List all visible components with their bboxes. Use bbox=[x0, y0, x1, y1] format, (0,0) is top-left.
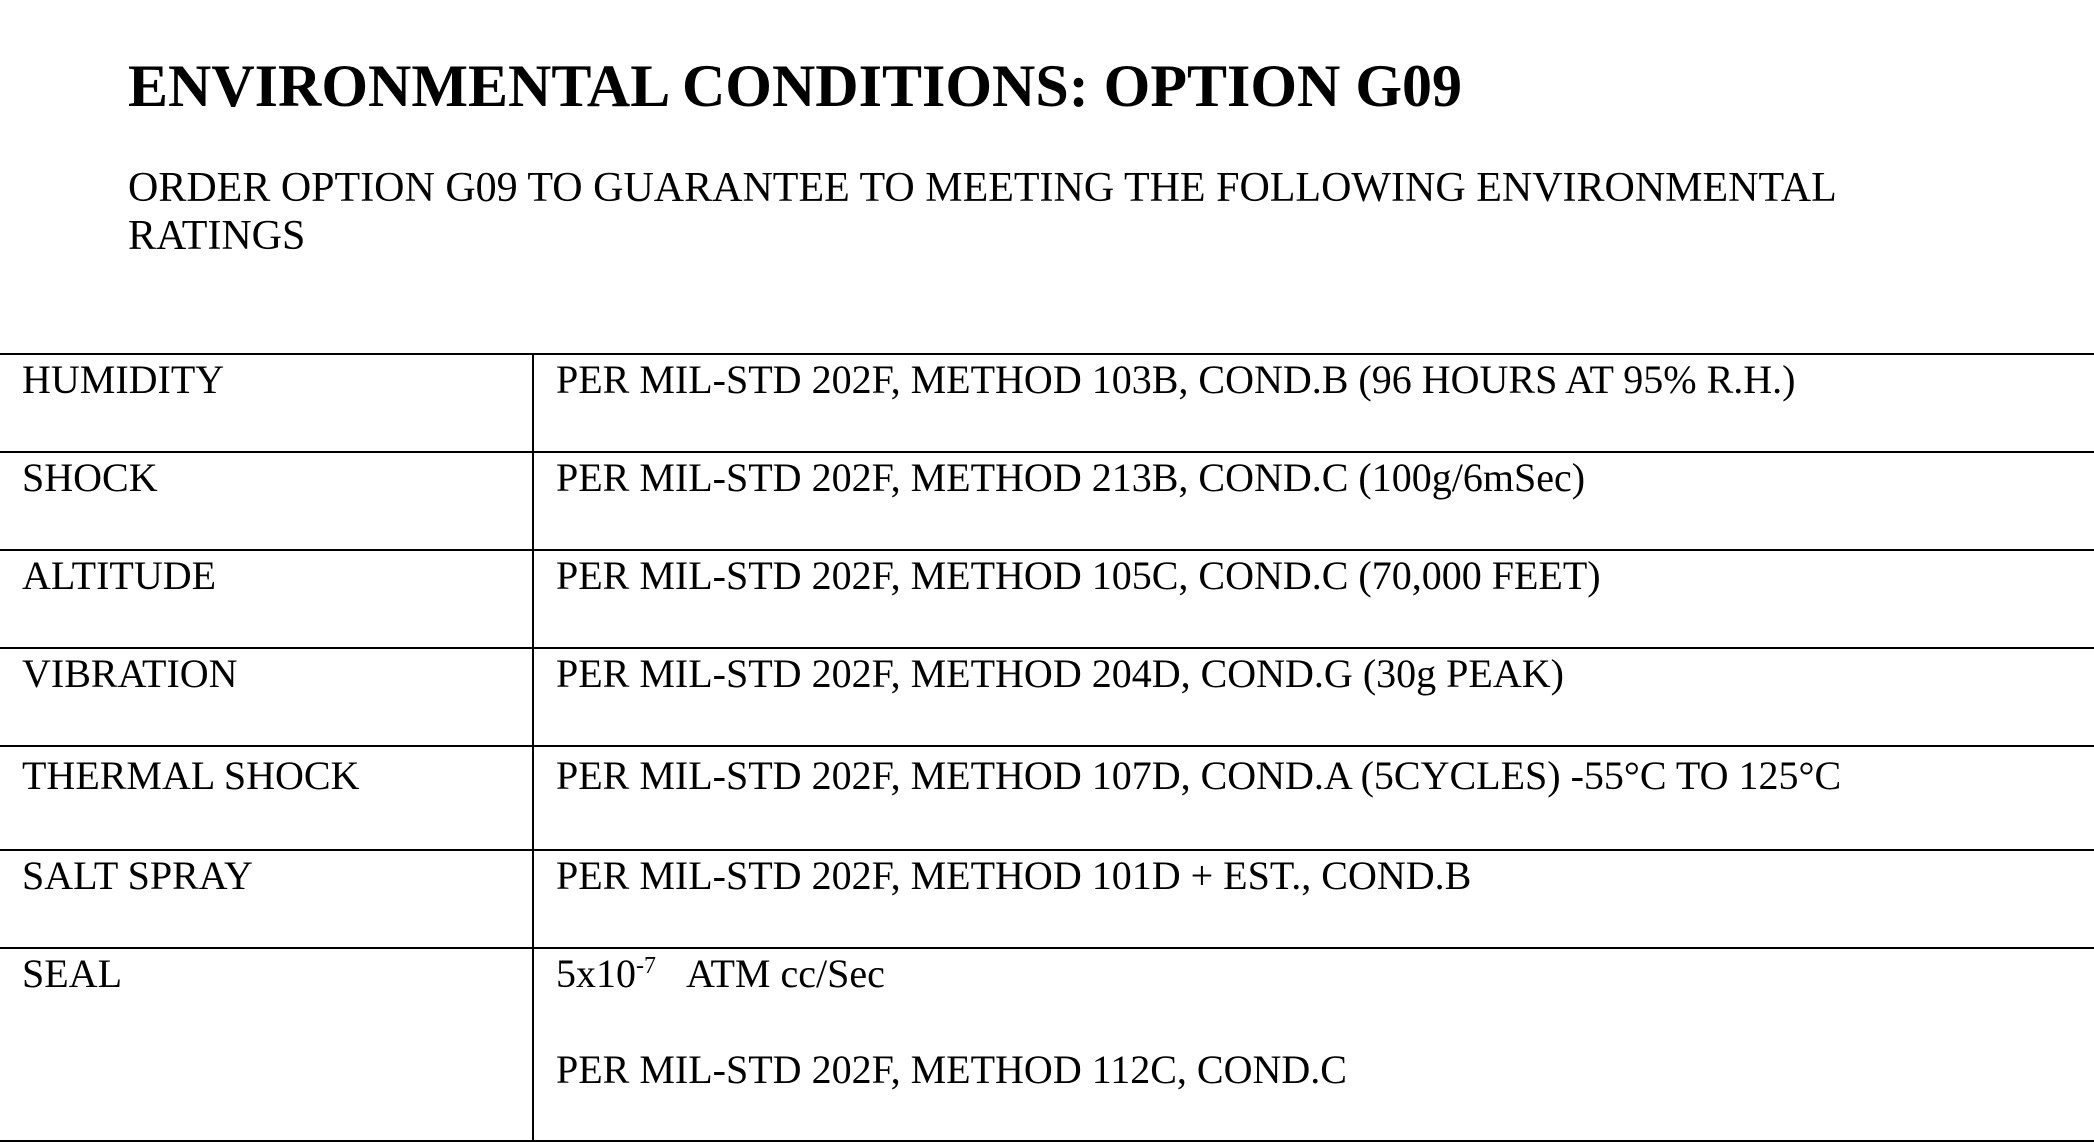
condition-label: SEAL bbox=[0, 948, 533, 1141]
condition-label: THERMAL SHOCK bbox=[0, 746, 533, 850]
table-row-vibration bbox=[0, 648, 2094, 746]
page-subtitle: ORDER OPTION G09 TO GUARANTEE TO MEETING THE FOLLOWING ENVIRONMENTAL RATINGS bbox=[128, 165, 1836, 259]
table-row-salt-spray bbox=[0, 850, 2094, 948]
seal-leak-rate bbox=[556, 951, 885, 996]
page-title: ENVIRONMENTAL CONDITIONS: OPTION G09 bbox=[128, 53, 1463, 119]
condition-spec: PER MIL-STD 202F, METHOD 105C, COND.C (70,000 FEET) bbox=[533, 550, 2094, 648]
condition-label: SHOCK bbox=[0, 452, 533, 550]
seal-rate-exponent: -7 bbox=[636, 953, 656, 979]
environmental-ratings-table bbox=[0, 353, 2094, 1142]
condition-spec: PER MIL-STD 202F, METHOD 103B, COND.B (96 HOURS AT 95% R.H.) bbox=[533, 354, 2094, 452]
table-row-humidity bbox=[0, 354, 2094, 452]
condition-label: ALTITUDE bbox=[0, 550, 533, 648]
table-row-shock bbox=[0, 452, 2094, 550]
condition-label: VIBRATION bbox=[0, 648, 533, 746]
table-row-altitude bbox=[0, 550, 2094, 648]
condition-label: HUMIDITY bbox=[0, 354, 533, 452]
condition-spec: PER MIL-STD 202F, METHOD 107D, COND.A (5CYCLES) -55°C TO 125°C bbox=[533, 746, 2094, 850]
condition-label: SALT SPRAY bbox=[0, 850, 533, 948]
table-row-thermal-shock bbox=[0, 746, 2094, 850]
seal-rate-base: 5x10 bbox=[556, 951, 636, 996]
condition-spec: PER MIL-STD 202F, METHOD 204D, COND.G (30g PEAK) bbox=[533, 648, 2094, 746]
condition-spec: PER MIL-STD 202F, METHOD 101D + EST., COND.B bbox=[533, 850, 2094, 948]
table-row-seal bbox=[0, 948, 2094, 1141]
seal-rate-unit: ATM cc/Sec bbox=[686, 951, 885, 996]
condition-spec bbox=[533, 948, 2094, 1141]
condition-spec: PER MIL-STD 202F, METHOD 213B, COND.C (100g/6mSec) bbox=[533, 452, 2094, 550]
seal-method: PER MIL-STD 202F, METHOD 112C, COND.C bbox=[556, 1047, 1347, 1092]
